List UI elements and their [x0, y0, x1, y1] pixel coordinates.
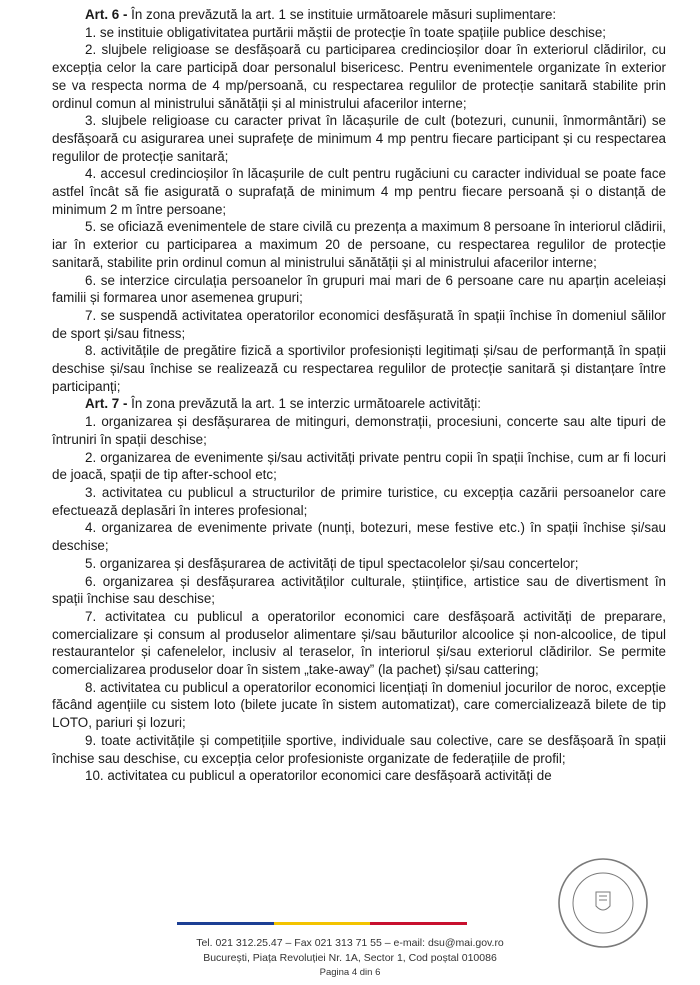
article-6-intro: În zona prevăzută la art. 1 se instituie următoarele măsuri suplimentare: [131, 7, 557, 22]
article-7-item: 7. activitatea cu publicul a operatorilor economici care desfășoară activități de preparare, comercializare și consum al produselor alimentare și/sau băuturilor alcoolice și non-alcoolice, de tipul restaurantelor și cafenelelor, inclusiv al teraselor, în interiorul și/sau exteriorul clădirilor. Se permite comercializarea produselor doar în sistem „take-away” (la pachet) și/sau cattering; [52, 608, 666, 678]
article-7-item: 6. organizarea și desfășurarea activităților culturale, științifice, artistice sau de divertisment în spații închise sau deschise; [52, 573, 666, 607]
article-7-item: 1. organizarea și desfășurarea de mitinguri, demonstrații, procesiuni, concerte sau alte tipuri de întruniri în spații deschise; [52, 414, 666, 447]
article-6-item: 1. se instituie obligativitatea purtării măștii de protecție în toate spațiile publice deschise; [85, 24, 607, 40]
article-7-item: 5. organizarea și desfășurarea de activități de tipul spectacolelor și/sau concertelor; [85, 555, 579, 571]
flag-blue-stripe [177, 922, 274, 925]
article-6-item: 6. se interzice circulația persoanelor în grupuri mai mari de 6 persoane care nu aparțin aceleiași familii și formarea unor asemenea grupuri; [52, 272, 666, 306]
page-number: Pagina 4 din 6 [319, 967, 381, 978]
article-7-item: 8. activitatea cu publicul a operatorilor economici licențiați în domeniul jocurilor de noroc, excepție făcând agențiile cu sistem loto (bilete jucate în sistem automatizat), care comercializează bilete de tip LOTO, pariuri și lozuri; [52, 679, 666, 731]
article-6-heading [52, 6, 666, 24]
article-6-item: 3. slujbele religioase cu caracter privat în lăcașurile de cult (botezuri, cununii, înmormântări) se desfășoară cu asigurarea unei suprafețe de minimum 4 mp pentru fiecare participant și cu respectarea regulilor de protecție sanitară; [52, 113, 666, 164]
article-6-item: 7. se suspendă activitatea operatorilor economici desfășurată în spații închise în domeniul sălilor de sport și/sau fitness; [52, 307, 666, 341]
document-body [52, 6, 666, 785]
article-7-number: Art. 7 - [85, 396, 128, 412]
tricolor-bar [177, 922, 467, 925]
article-7-item: 4. organizarea de evenimente private (nunți, botezuri, mese festive etc.) în spații închise și/sau deschise; [52, 520, 666, 554]
article-7-item: 3. activitatea cu publicul a structurilor de primire turistice, cu excepția cazării persoanelor care efectuează deplasări în interes profesional; [52, 484, 666, 518]
flag-red-stripe [370, 922, 467, 925]
article-7-heading [52, 395, 666, 413]
article-6-number: Art. 6 - [85, 7, 128, 22]
footer-contact: Tel. 021 312.25.47 – Fax 021 313 71 55 – e-mail: dsu@mai.gov.ro [196, 937, 504, 949]
article-7-item: 10. activitatea cu publicul a operatorilor economici care desfășoară activități de [85, 768, 552, 784]
article-6-item: 4. accesul credincioșilor în lăcașurile de cult pentru rugăciuni cu caracter individual se poate face astfel încât să fie asigurată o suprafață de minimum 4 mp pentru fiecare persoană și o distanță de minimum 2 m între persoane; [52, 166, 666, 217]
article-6-item: 2. slujbele religioase se desfășoară cu participarea credincioșilor doar în exteriorul clădirilor, cu excepția celor la care participă doar personalul bisericesc. Pentru evenimentele organizate în exterior se va respecta norma de 4 mp/persoană, cu respectarea regulilor de protecție sanitară stabilite prin ordinul comun al ministrului sănătății și al ministrului afacerilor interne; [52, 42, 666, 111]
article-7-intro: În zona prevăzută la art. 1 se interzic următoarele activități: [131, 396, 481, 412]
footer-address: București, Piața Revoluției Nr. 1A, Sector 1, Cod poștal 010086 [203, 952, 497, 964]
flag-yellow-stripe [274, 922, 371, 925]
article-6-item: 8. activitățile de pregătire fizică a sportivilor profesioniști legitimați și/sau de performanță în spații deschise și/sau închise se realizează cu respectarea regulilor de protecție sanitară și distanțare între participanți; [52, 343, 666, 394]
article-7-item: 2. organizarea de evenimente și/sau activități private pentru copii în spații închise, cum ar fi locuri de joacă, spații de tip after-school etc; [52, 449, 666, 483]
article-6-item: 5. se oficiază evenimentele de stare civilă cu prezența a maximum 8 persoane în interiorul clădirii, iar în exterior cu participarea a maximum 20 de persoane, cu respectarea regulilor de protecție sanitară, stabilite prin ordinul comun al ministrului sănătății și al ministrului afacerilor interne; [52, 219, 666, 270]
article-7-item: 9. toate activitățile și competițiile sportive, individuale sau colective, care se desfășoară în spații închise sau deschise, cu excepția celor profesioniste organizate de federațiile de profil; [52, 732, 666, 766]
